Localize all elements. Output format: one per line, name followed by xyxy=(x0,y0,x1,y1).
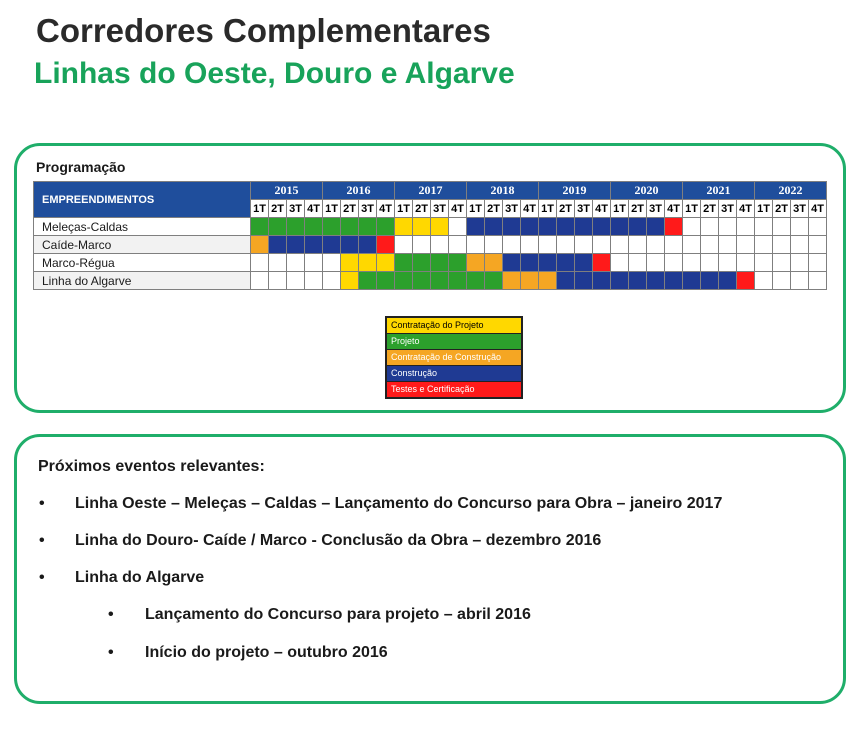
gantt-cell xyxy=(377,272,395,290)
gantt-cell xyxy=(647,254,665,272)
gantt-cell xyxy=(791,254,809,272)
gantt-cell xyxy=(521,272,539,290)
gantt-cell xyxy=(773,218,791,236)
event-item: Linha do Algarve xyxy=(75,569,205,586)
event-subitem: Início do projeto – outubro 2016 xyxy=(145,644,388,661)
gantt-cell xyxy=(683,218,701,236)
gantt-cell xyxy=(791,236,809,254)
gantt-year-2022: 2022 xyxy=(755,182,827,200)
gantt-cell xyxy=(557,254,575,272)
gantt-cell xyxy=(359,218,377,236)
page-title: Corredores Complementares xyxy=(36,12,491,49)
gantt-quarter-label: 2T xyxy=(341,200,359,218)
gantt-cell xyxy=(323,236,341,254)
gantt-cell xyxy=(665,236,683,254)
gantt-cell xyxy=(359,236,377,254)
gantt-quarter-label: 4T xyxy=(809,200,827,218)
gantt-cell xyxy=(377,236,395,254)
gantt-year-2018: 2018 xyxy=(467,182,539,200)
gantt-cell xyxy=(701,218,719,236)
event-subitem: Lançamento do Concurso para projeto – abril 2016 xyxy=(145,606,531,623)
gantt-cell xyxy=(755,254,773,272)
gantt-cell xyxy=(485,218,503,236)
gantt-cell xyxy=(305,218,323,236)
gantt-cell xyxy=(611,218,629,236)
gantt-row xyxy=(34,218,827,236)
gantt-cell xyxy=(449,272,467,290)
gantt-cell xyxy=(269,218,287,236)
gantt-cell xyxy=(467,218,485,236)
gantt-quarter-label: 2T xyxy=(773,200,791,218)
gantt-cell xyxy=(755,272,773,290)
gantt-cell xyxy=(683,236,701,254)
gantt-cell xyxy=(539,236,557,254)
gantt-cell xyxy=(557,236,575,254)
gantt-cell xyxy=(359,272,377,290)
gantt-cell xyxy=(719,272,737,290)
gantt-cell xyxy=(431,254,449,272)
gantt-row-name: Meleças-Caldas xyxy=(34,218,251,236)
gantt-cell xyxy=(395,236,413,254)
gantt-cell xyxy=(539,218,557,236)
gantt-year-2016: 2016 xyxy=(323,182,395,200)
gantt-cell xyxy=(467,254,485,272)
gantt-cell xyxy=(629,272,647,290)
gantt-row-name: Marco-Régua xyxy=(34,254,251,272)
gantt-cell xyxy=(359,254,377,272)
gantt-cell xyxy=(269,272,287,290)
gantt-row xyxy=(34,254,827,272)
gantt-cell xyxy=(341,218,359,236)
legend xyxy=(385,316,523,399)
gantt-cell xyxy=(809,236,827,254)
gantt-cell xyxy=(269,254,287,272)
event-item: Linha Oeste – Meleças – Caldas – Lançamento do Concurso para Obra – janeiro 2017 xyxy=(75,495,723,512)
gantt-quarter-label: 3T xyxy=(359,200,377,218)
gantt-cell xyxy=(413,254,431,272)
gantt-cell xyxy=(737,218,755,236)
gantt-quarter-label: 2T xyxy=(485,200,503,218)
gantt-year-2021: 2021 xyxy=(683,182,755,200)
gantt-cell xyxy=(395,272,413,290)
gantt-cell xyxy=(251,218,269,236)
gantt-quarter-label: 3T xyxy=(287,200,305,218)
gantt-year-2019: 2019 xyxy=(539,182,611,200)
gantt-row-name: Caíde-Marco xyxy=(34,236,251,254)
gantt-cell xyxy=(323,254,341,272)
gantt-cell xyxy=(287,218,305,236)
events-panel xyxy=(14,434,846,704)
gantt-cell xyxy=(647,236,665,254)
gantt-cell xyxy=(431,272,449,290)
gantt-cell xyxy=(467,236,485,254)
legend-item-construcao: Construção xyxy=(387,366,521,382)
gantt-cell xyxy=(719,254,737,272)
gantt-cell xyxy=(521,236,539,254)
gantt-cell xyxy=(647,272,665,290)
gantt-cell xyxy=(737,236,755,254)
gantt-cell xyxy=(395,254,413,272)
gantt-cell xyxy=(773,254,791,272)
gantt-cell xyxy=(485,272,503,290)
gantt-cell xyxy=(629,254,647,272)
bullet: • xyxy=(39,532,45,549)
gantt-quarter-label: 4T xyxy=(737,200,755,218)
gantt-cell xyxy=(449,236,467,254)
gantt-quarter-label: 3T xyxy=(719,200,737,218)
gantt-cell xyxy=(773,272,791,290)
bullet: • xyxy=(39,569,45,586)
schedule-label: Programação xyxy=(36,159,126,175)
gantt-cell xyxy=(701,236,719,254)
gantt-quarter-label: 4T xyxy=(449,200,467,218)
event-item: Linha do Douro- Caíde / Marco - Conclusão da Obra – dezembro 2016 xyxy=(75,532,602,549)
gantt-cell xyxy=(431,218,449,236)
gantt-cell xyxy=(629,236,647,254)
gantt-cell xyxy=(485,254,503,272)
gantt-year-2017: 2017 xyxy=(395,182,467,200)
gantt-cell xyxy=(575,218,593,236)
gantt-cell xyxy=(791,272,809,290)
gantt-cell xyxy=(701,254,719,272)
gantt-quarter-label: 1T xyxy=(323,200,341,218)
gantt-cell xyxy=(809,254,827,272)
gantt-quarter-label: 1T xyxy=(467,200,485,218)
gantt-cell xyxy=(413,236,431,254)
gantt-cell xyxy=(503,272,521,290)
gantt-cell xyxy=(719,218,737,236)
gantt-row xyxy=(34,272,827,290)
gantt-cell xyxy=(521,254,539,272)
gantt-cell xyxy=(611,254,629,272)
gantt-cell xyxy=(593,236,611,254)
gantt-cell xyxy=(341,236,359,254)
gantt-cell xyxy=(791,218,809,236)
gantt-cell xyxy=(665,272,683,290)
gantt-cell xyxy=(647,218,665,236)
gantt-quarter-label: 1T xyxy=(755,200,773,218)
gantt-cell xyxy=(665,218,683,236)
legend-item-contratacao-projeto: Contratação do Projeto xyxy=(387,318,521,334)
gantt-cell xyxy=(431,236,449,254)
gantt-year-2020: 2020 xyxy=(611,182,683,200)
gantt-cell xyxy=(269,236,287,254)
bullet: • xyxy=(39,495,45,512)
gantt-cell xyxy=(449,254,467,272)
gantt-cell xyxy=(323,218,341,236)
gantt-cell xyxy=(251,254,269,272)
gantt-cell xyxy=(665,254,683,272)
gantt-cell xyxy=(251,272,269,290)
gantt-quarter-label: 4T xyxy=(377,200,395,218)
gantt-cell xyxy=(323,272,341,290)
gantt-table xyxy=(33,181,827,290)
gantt-quarter-label: 2T xyxy=(629,200,647,218)
sub-bullet: • xyxy=(108,644,114,661)
schedule-panel xyxy=(14,143,846,413)
gantt-quarter-label: 2T xyxy=(701,200,719,218)
gantt-cell xyxy=(539,272,557,290)
gantt-cell xyxy=(305,236,323,254)
gantt-cell xyxy=(305,254,323,272)
gantt-cell xyxy=(395,218,413,236)
legend-item-testes-certificacao: Testes e Certificação xyxy=(387,382,521,397)
gantt-quarter-label: 1T xyxy=(683,200,701,218)
gantt-cell xyxy=(251,236,269,254)
gantt-quarter-label: 1T xyxy=(251,200,269,218)
gantt-cell xyxy=(449,218,467,236)
page-subtitle: Linhas do Oeste, Douro e Algarve xyxy=(34,57,515,90)
gantt-cell xyxy=(557,272,575,290)
gantt-quarter-label: 1T xyxy=(395,200,413,218)
legend-item-projeto: Projeto xyxy=(387,334,521,350)
gantt-cell xyxy=(521,218,539,236)
gantt-cell xyxy=(287,272,305,290)
gantt-quarter-label: 4T xyxy=(521,200,539,218)
gantt-cell xyxy=(593,218,611,236)
gantt-cell xyxy=(485,236,503,254)
gantt-row xyxy=(34,236,827,254)
gantt-cell xyxy=(773,236,791,254)
gantt-cell xyxy=(719,236,737,254)
gantt-quarter-label: 3T xyxy=(647,200,665,218)
sub-bullet: • xyxy=(108,606,114,623)
gantt-cell xyxy=(287,254,305,272)
gantt-year-2015: 2015 xyxy=(251,182,323,200)
gantt-cell xyxy=(701,272,719,290)
gantt-cell xyxy=(593,254,611,272)
gantt-quarter-label: 3T xyxy=(575,200,593,218)
gantt-quarter-label: 4T xyxy=(305,200,323,218)
gantt-cell xyxy=(755,218,773,236)
gantt-quarter-label: 3T xyxy=(431,200,449,218)
gantt-cell xyxy=(593,272,611,290)
gantt-cell xyxy=(611,272,629,290)
gantt-cell xyxy=(809,272,827,290)
gantt-quarter-label: 1T xyxy=(539,200,557,218)
gantt-cell xyxy=(413,218,431,236)
gantt-cell xyxy=(575,236,593,254)
gantt-cell xyxy=(413,272,431,290)
gantt-cell xyxy=(629,218,647,236)
gantt-cell xyxy=(503,254,521,272)
gantt-cell xyxy=(575,272,593,290)
gantt-quarter-label: 4T xyxy=(665,200,683,218)
gantt-quarter-label: 2T xyxy=(413,200,431,218)
gantt-cell xyxy=(539,254,557,272)
gantt-quarter-label: 2T xyxy=(269,200,287,218)
gantt-cell xyxy=(557,218,575,236)
gantt-cell xyxy=(287,236,305,254)
events-heading: Próximos eventos relevantes: xyxy=(38,458,265,475)
gantt-cell xyxy=(611,236,629,254)
gantt-cell xyxy=(503,218,521,236)
gantt-cell xyxy=(377,254,395,272)
gantt-cell xyxy=(683,254,701,272)
gantt-cell xyxy=(341,272,359,290)
gantt-row-name: Linha do Algarve xyxy=(34,272,251,290)
gantt-quarter-label: 4T xyxy=(593,200,611,218)
gantt-header-empreendimentos: EMPREENDIMENTOS xyxy=(34,182,251,218)
gantt-cell xyxy=(683,272,701,290)
gantt-quarter-label: 3T xyxy=(503,200,521,218)
gantt-cell xyxy=(755,236,773,254)
gantt-quarter-label: 1T xyxy=(611,200,629,218)
gantt-cell xyxy=(503,236,521,254)
gantt-cell xyxy=(305,272,323,290)
gantt-cell xyxy=(467,272,485,290)
gantt-cell xyxy=(809,218,827,236)
gantt-quarter-label: 3T xyxy=(791,200,809,218)
gantt-cell xyxy=(341,254,359,272)
gantt-quarter-label: 2T xyxy=(557,200,575,218)
legend-item-contratacao-construcao: Contratação de Construção xyxy=(387,350,521,366)
gantt-cell xyxy=(737,254,755,272)
gantt-cell xyxy=(737,272,755,290)
gantt-cell xyxy=(377,218,395,236)
gantt-cell xyxy=(575,254,593,272)
